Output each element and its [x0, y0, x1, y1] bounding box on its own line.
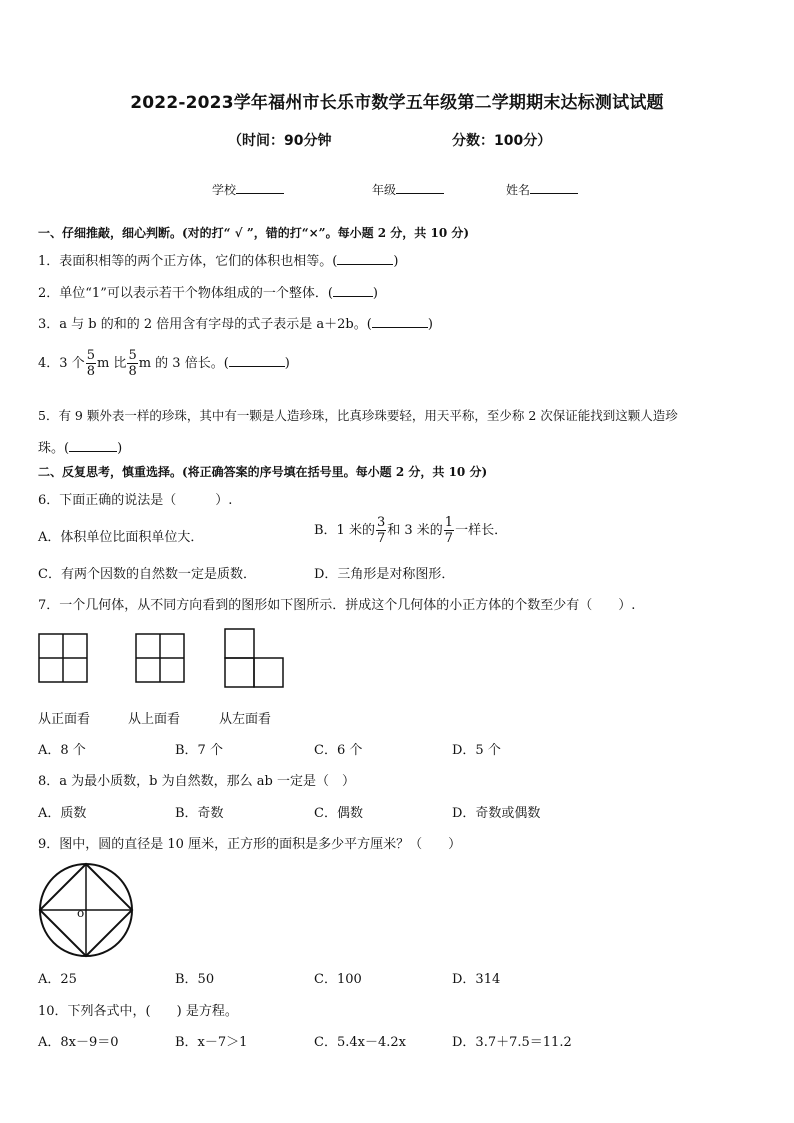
option-8b[interactable]: B．奇数 [175, 806, 224, 821]
question-3 [38, 313, 433, 332]
answer-blank-3[interactable] [372, 315, 428, 328]
fraction-numerator: 5 [86, 348, 95, 363]
fraction [127, 349, 137, 378]
fraction [376, 516, 386, 545]
question-5-line-1: 5．有 9 颗外表一样的珍珠，其中有一颗是人造珍珠，比真珍珠要轻，用天平称，至少称 2 次保证能找到这颗人造珍 [38, 408, 678, 423]
question-5-end: ) [117, 441, 123, 456]
option-10a[interactable]: A．8x－9＝0 [38, 1035, 119, 1050]
grade-field [372, 181, 444, 198]
option-10c[interactable]: C．5.4x－4.2x [314, 1035, 406, 1050]
question-8: 8．a 为最小质数，b 为自然数，那么 ab 一定是（ ） [38, 774, 355, 789]
answer-blank-1[interactable] [337, 252, 393, 265]
fraction-numerator: 1 [444, 515, 454, 530]
section2-heading: 二、反复思考，慎重选择。(将正确答案的序号填在括号里。每小题 2 分，共 10 分) [38, 465, 488, 479]
top-view-figure [135, 633, 185, 683]
question-4-prefix: 4．3 个 [38, 356, 85, 371]
grade-blank[interactable] [396, 181, 444, 194]
option-7a[interactable]: A．8 个 [38, 743, 86, 758]
option-9d[interactable]: D．314 [452, 972, 501, 987]
question-6: 6．下面正确的说法是（ ）. [38, 493, 233, 508]
option-6b-mid: 和 3 米的 [387, 523, 443, 538]
school-blank[interactable] [236, 181, 284, 194]
option-10d[interactable]: D．3.7＋7.5＝11.2 [452, 1035, 572, 1050]
fraction-denominator: 8 [128, 364, 137, 379]
exam-score: 分数：100分） [452, 133, 552, 149]
front-view-label: 从正面看 [38, 712, 91, 727]
option-6b-prefix: B．1 米的 [314, 523, 375, 538]
question-3-end: ) [427, 317, 433, 332]
question-7: 7．一个几何体，从不同方向看到的图形如下图所示．拼成这个几何体的小正方体的个数至少有（ ）. [38, 598, 636, 613]
front-view-figure [38, 633, 88, 683]
fraction-numerator: 5 [128, 348, 137, 363]
question-1 [38, 250, 398, 269]
fraction [86, 349, 96, 378]
circle-square-figure [36, 860, 136, 960]
answer-blank-5[interactable] [69, 439, 117, 452]
option-6b[interactable] [314, 516, 507, 545]
option-8a[interactable]: A．质数 [38, 806, 87, 821]
school-label: 学校 [212, 183, 237, 197]
name-label: 姓名 [506, 183, 531, 197]
question-2-text: 2．单位“1”可以表示若干个物体组成的一个整体．( [38, 286, 333, 301]
name-field [506, 181, 578, 198]
circle-center-label: o [77, 906, 85, 920]
grade-label: 年级 [372, 183, 397, 197]
name-blank[interactable] [530, 181, 578, 194]
school-field [212, 181, 284, 198]
option-7c[interactable]: C．6 个 [314, 743, 363, 758]
question-5-text: 珠。( [38, 441, 70, 456]
fraction-denominator: 7 [444, 531, 454, 546]
option-7b[interactable]: B．7 个 [175, 743, 223, 758]
option-10b[interactable]: B．x－7＞1 [175, 1035, 248, 1050]
question-1-text: 1．表面积相等的两个正方体，它们的体积也相等。( [38, 254, 338, 269]
question-2-end: ) [372, 286, 378, 301]
answer-blank-2[interactable] [333, 284, 373, 297]
page-title: 2022-2023学年福州市长乐市数学五年级第二学期期末达标测试试题 [130, 93, 664, 113]
question-5-line-2 [38, 437, 122, 456]
exam-time: （时间：90分钟 [228, 133, 332, 149]
question-1-end: ) [393, 254, 399, 269]
section1-heading: 一、仔细推敲，细心判断。(对的打“ √ ”，错的打“×”。每小题 2 分，共 10 分) [38, 226, 470, 240]
option-7d[interactable]: D．5 个 [452, 743, 501, 758]
option-9a[interactable]: A．25 [38, 972, 77, 987]
left-view-label: 从左面看 [219, 712, 272, 727]
option-8d[interactable]: D．奇数或偶数 [452, 806, 541, 821]
option-9c[interactable]: C．100 [314, 972, 362, 987]
option-6b-suffix: 一样长． [455, 523, 508, 538]
fraction-numerator: 3 [376, 515, 386, 530]
option-9b[interactable]: B．50 [175, 972, 215, 987]
question-4-mid: m 比 [96, 356, 127, 371]
top-view-label: 从上面看 [128, 712, 181, 727]
fraction-denominator: 7 [376, 531, 386, 546]
question-10: 10．下列各式中，( ) 是方程。 [38, 1004, 238, 1019]
question-2 [38, 282, 378, 301]
option-6a[interactable]: A．体积单位比面积单位大． [38, 530, 204, 545]
option-6d[interactable]: D．三角形是对称图形． [314, 567, 455, 582]
question-4 [38, 349, 290, 378]
fraction-denominator: 8 [86, 364, 95, 379]
option-6c[interactable]: C．有两个因数的自然数一定是质数． [38, 567, 256, 582]
question-9: 9．图中，圆的直径是 10 厘米，正方形的面积是多少平方厘米？（ ） [38, 837, 462, 852]
option-8c[interactable]: C．偶数 [314, 806, 363, 821]
question-4-suffix: m 的 3 倍长。( [138, 356, 229, 371]
fraction [444, 516, 454, 545]
question-3-text: 3．a 与 b 的和的 2 倍用含有字母的式子表示是 a＋2b。( [38, 317, 372, 332]
left-view-figure [224, 628, 284, 688]
answer-blank-4[interactable] [229, 354, 285, 367]
question-4-end: ) [284, 356, 290, 371]
